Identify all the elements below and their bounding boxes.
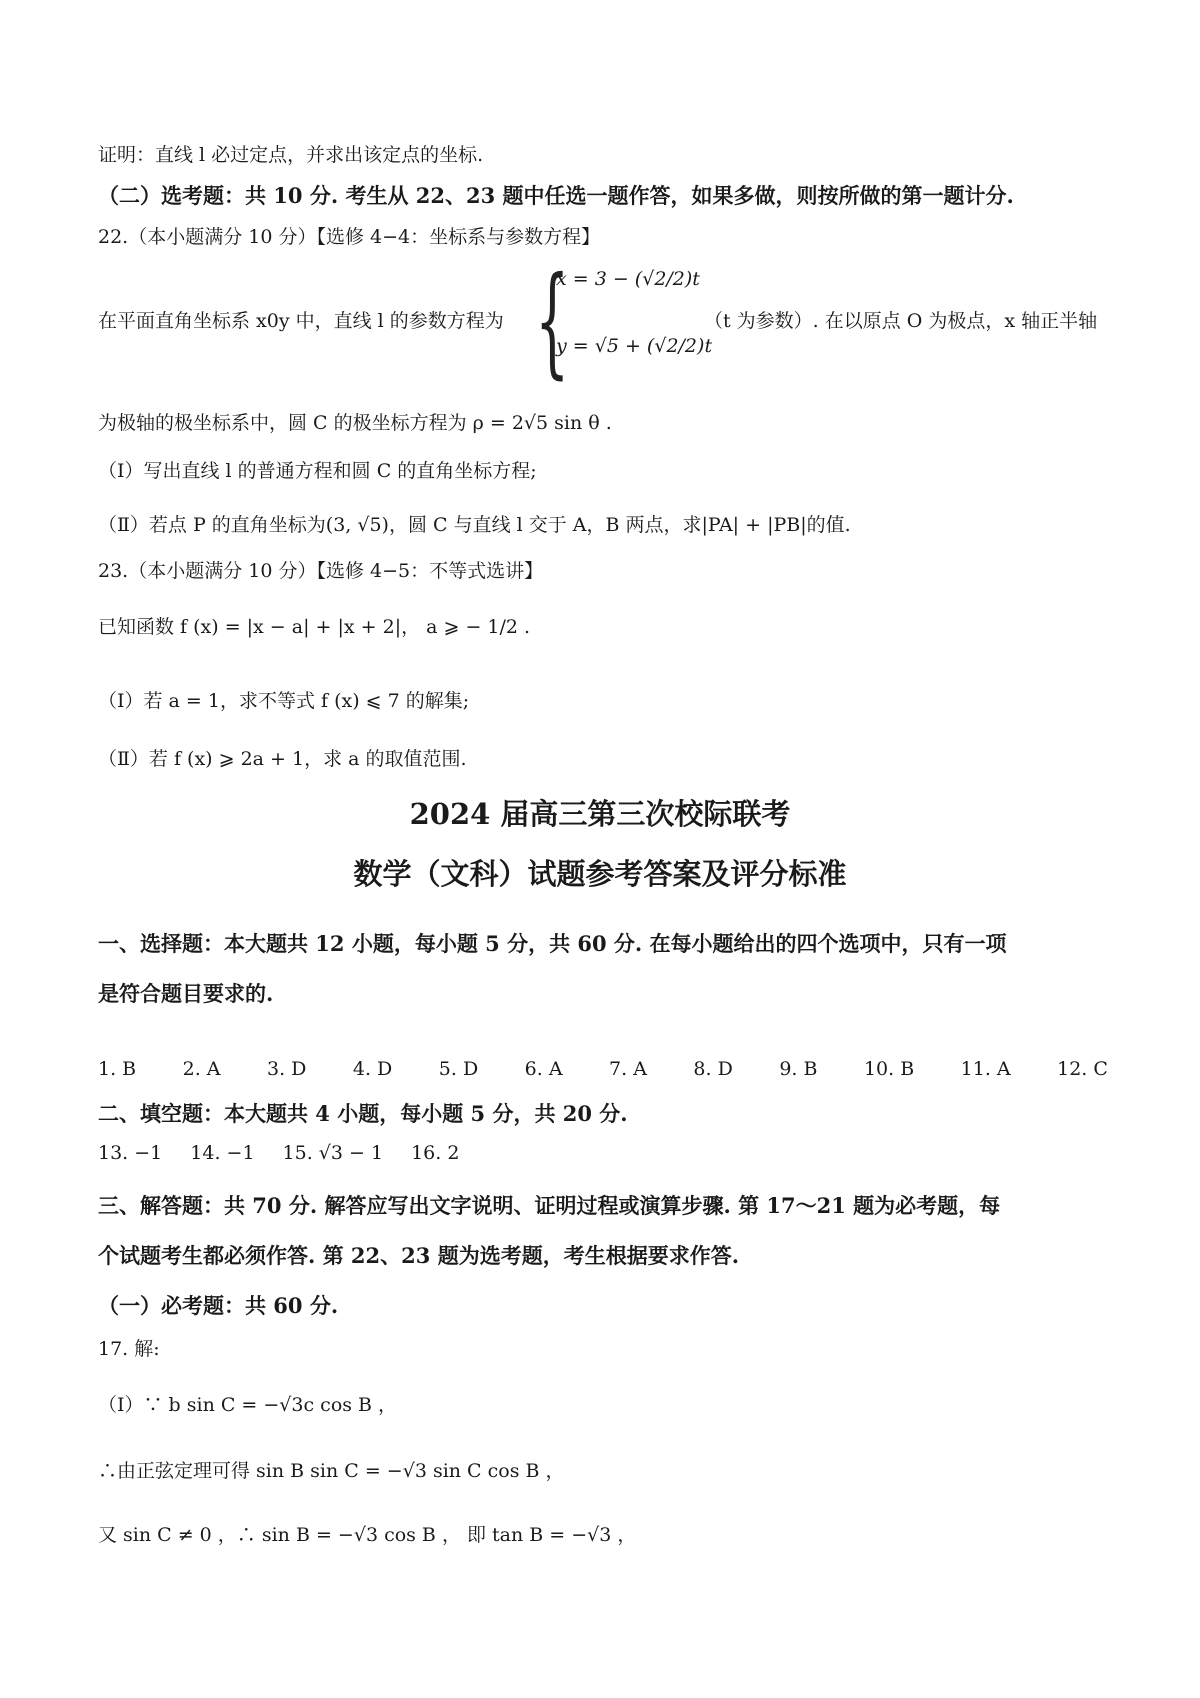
question-22-part-ii: （Ⅱ）若点 P 的直角坐标为(3, √5)，圆 C 与直线 l 交于 A，B 两点，求|PA| + |PB|的值. <box>98 514 851 536</box>
answer-item: 4. D <box>352 1058 393 1080</box>
answer-item: 10. B <box>863 1058 915 1080</box>
fill-answers-row <box>98 1142 459 1164</box>
section-3-heading-a: 三、解答题：共 70 分. 解答应写出文字说明、证明过程或演算步骤. 第 17～21 题为必考题，每 <box>98 1193 1001 1218</box>
fill-item: 16. 2 <box>411 1142 460 1164</box>
fill-item: 15. √3 − 1 <box>282 1142 384 1164</box>
param-eq-x: x = 3 − (√2/2)t <box>556 268 700 290</box>
question-22-text-a: 在平面直角坐标系 x0y 中，直线 l 的参数方程为 <box>98 310 504 332</box>
section-elective-heading: （二）选考题：共 10 分. 考生从 22、23 题中任选一题作答，如果多做，则按所做的第一题计分. <box>98 183 1014 208</box>
answer-item: 9. B <box>779 1058 818 1080</box>
answer-item: 2. A <box>182 1058 221 1080</box>
answer-title-2: 数学（文科）试题参考答案及评分标准 <box>353 857 847 891</box>
question-23-heading: 23.（本小题满分 10 分）【选修 4−5：不等式选讲】 <box>98 560 544 582</box>
section-1-heading-a: 一、选择题：本大题共 12 小题，每小题 5 分，共 60 分. 在每小题给出的四个选项中，只有一项 <box>98 931 1007 956</box>
system-brace: { <box>535 252 570 391</box>
choice-answers-row <box>98 1058 1108 1080</box>
answer-item: 5. D <box>438 1058 479 1080</box>
param-eq-y: y = √5 + (√2/2)t <box>556 335 713 357</box>
question-23-part-ii: （Ⅱ）若 f (x) ⩾ 2a + 1，求 a 的取值范围. <box>98 748 467 770</box>
answer-item: 6. A <box>524 1058 563 1080</box>
answer-item: 12. C <box>1057 1058 1108 1080</box>
question-22-text-b: （t 为参数）. 在以原点 O 为极点，x 轴正半轴 <box>704 310 1098 332</box>
solution-17-heading: 17. 解: <box>98 1338 160 1360</box>
question-22-heading: 22.（本小题满分 10 分）【选修 4−4：坐标系与参数方程】 <box>98 226 601 248</box>
answer-item: 11. A <box>960 1058 1011 1080</box>
fill-item: 14. −1 <box>190 1142 255 1164</box>
answer-title-1: 2024 届高三第三次校际联考 <box>409 797 791 831</box>
question-23-text: 已知函数 f (x) = |x − a| + |x + 2|， a ⩾ − 1/2 . <box>98 616 531 638</box>
solution-17-step-1: （Ⅰ）∵ b sin C = −√3c cos B ， <box>98 1394 398 1416</box>
section-2-heading: 二、填空题：本大题共 4 小题，每小题 5 分，共 20 分. <box>98 1101 628 1126</box>
fill-item: 13. −1 <box>98 1142 163 1164</box>
solution-17-step-2: ∴由正弦定理可得 sin B sin C = −√3 sin C cos B ， <box>98 1460 565 1482</box>
answer-item: 7. A <box>609 1058 647 1080</box>
answer-item: 8. D <box>693 1058 733 1080</box>
answer-item: 3. D <box>267 1058 307 1080</box>
section-1-heading-b: 是符合题目要求的. <box>98 981 274 1006</box>
section-3-heading-c: （一）必考题：共 60 分. <box>98 1293 339 1318</box>
solution-17-step-3: 又 sin C ≠ 0 ，∴ sin B = −√3 cos B ， 即 tan B = −√3 ， <box>98 1524 637 1546</box>
question-22-part-i: （Ⅰ）写出直线 l 的普通方程和圆 C 的直角坐标方程; <box>98 460 537 482</box>
proof-line: 证明：直线 l 必过定点，并求出该定点的坐标. <box>98 144 484 166</box>
answer-item: 1. B <box>98 1058 137 1080</box>
question-22-text-c: 为极轴的极坐标系中，圆 C 的极坐标方程为 ρ = 2√5 sin θ . <box>98 412 612 434</box>
question-23-part-i: （Ⅰ）若 a = 1，求不等式 f (x) ⩽ 7 的解集; <box>98 690 470 712</box>
section-3-heading-b: 个试题考生都必须作答. 第 22、23 题为选考题，考生根据要求作答. <box>98 1243 740 1268</box>
